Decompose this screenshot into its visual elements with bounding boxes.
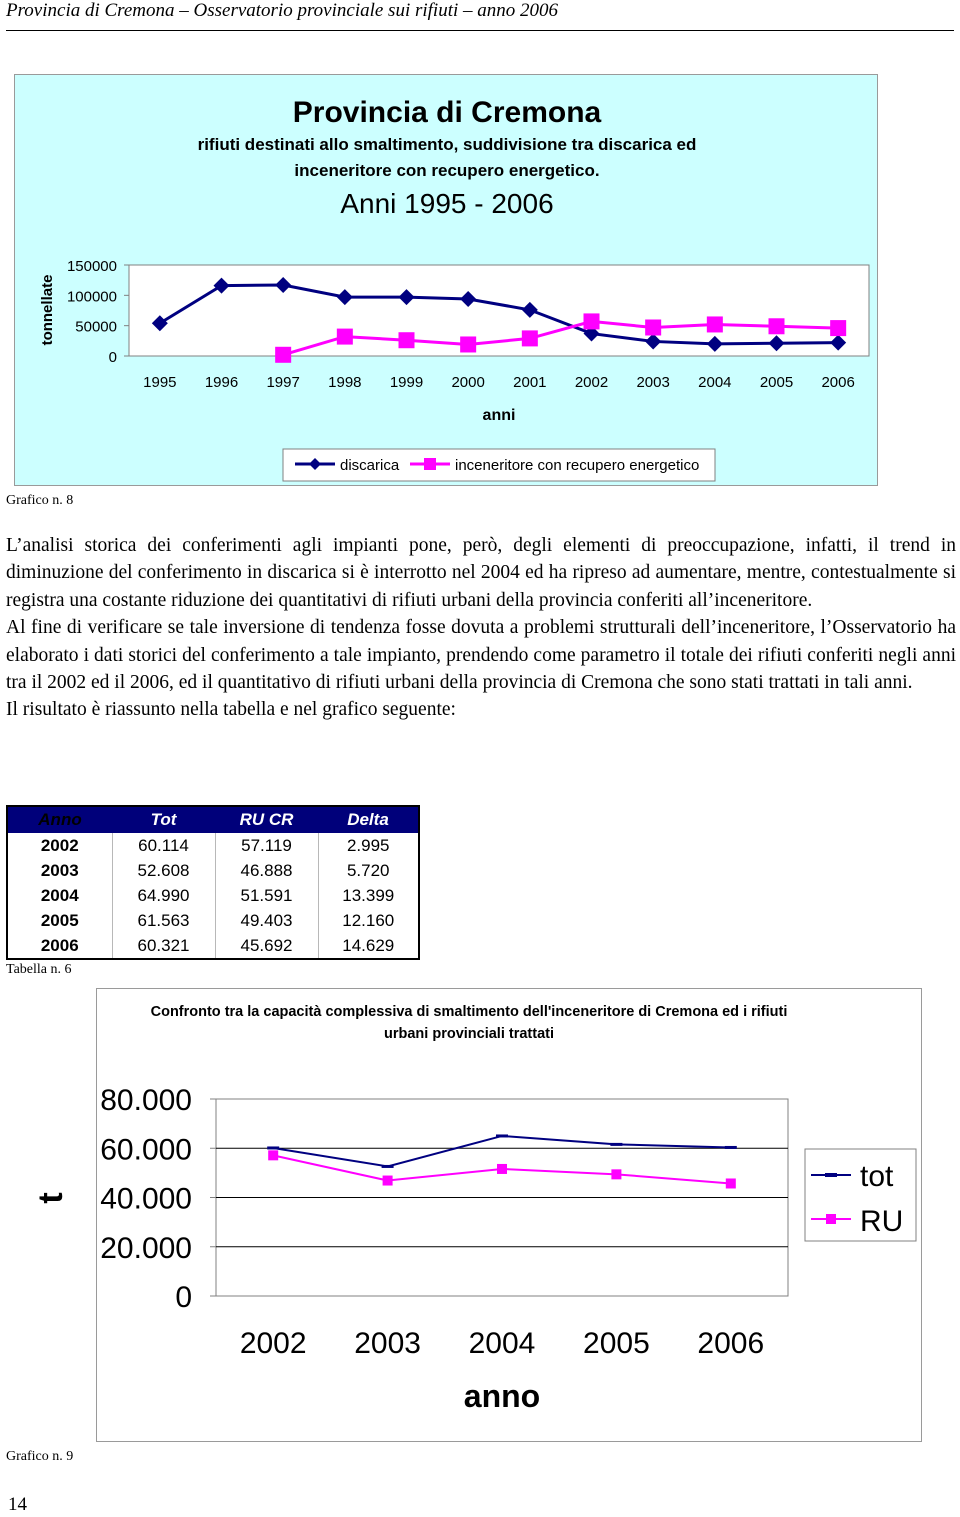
x-tick-label: 1995 — [143, 374, 177, 391]
chart1-subtitle: inceneritore con recupero energetico. — [294, 161, 600, 180]
table-cell: 2006 — [40, 935, 79, 955]
legend-label: discarica — [340, 457, 400, 474]
x-tick-label: 2000 — [451, 374, 485, 391]
legend-marker-RU — [826, 1214, 836, 1224]
column-header: Tot — [112, 806, 215, 833]
table-cell: 12.160 — [318, 908, 419, 933]
data-point — [460, 336, 476, 352]
table-cell: 61.563 — [112, 908, 215, 933]
x-tick-label: 2003 — [354, 1327, 421, 1360]
data-point — [497, 1164, 507, 1174]
x-tick-label: 1999 — [389, 374, 424, 391]
y-tick-label: 0 — [175, 1281, 192, 1314]
table-header-row — [7, 806, 419, 833]
table-cell: 2.995 — [318, 833, 419, 858]
y-tick-label: 50000 — [75, 318, 117, 336]
chart1-subtitle: rifiuti destinati allo smaltimento, suddivisione tra discarica ed — [197, 135, 697, 154]
data-point — [399, 332, 415, 348]
y-tick-label: 0 — [108, 349, 117, 366]
x-tick-label: 1997 — [266, 374, 300, 391]
x-tick-label: 2005 — [759, 374, 794, 391]
table-cell: 2005 — [40, 910, 79, 930]
chart2-svg — [32, 989, 923, 1443]
legend-label: inceneritore con recupero energetico — [455, 457, 700, 474]
x-tick-label: 2004 — [468, 1327, 536, 1360]
chart2-title: Confronto tra la capacità complessiva di smaltimento dell'inceneritore di Cremona ed i rifiuti — [150, 1004, 788, 1020]
x-tick-label: 2001 — [513, 374, 547, 391]
legend-label: RU — [860, 1205, 904, 1238]
table-cell: 2003 — [40, 860, 79, 880]
table-row — [7, 908, 419, 933]
data-point — [645, 319, 661, 335]
x-axis-label: anni — [482, 407, 516, 424]
table-cell: 2002 — [40, 835, 79, 855]
x-tick-label: 2004 — [698, 374, 732, 391]
table-cell: 5.720 — [318, 858, 419, 883]
table-row — [7, 858, 419, 883]
table-cell: 57.119 — [215, 833, 318, 858]
running-header: Provincia di Cremona – Osservatorio provinciale sui rifiuti – anno 2006 — [6, 0, 559, 21]
paragraph: Al fine di verificare se tale inversione di tendenza fosse dovuta a problemi strutturali dell’inceneritore, l’Osservatorio ha elaborato i dati storici del conferimento a tale impianto, prendendo come parametro il totale dei rifiuti conferiti negli anni tra il 2002 ed il 2006, ed il quantitativo di rifiuti urbani della provincia di Cremona che sono stati trattati in tali anni. — [6, 617, 956, 694]
table-cell: 60.321 — [112, 933, 215, 959]
x-tick-label: 2006 — [821, 374, 855, 391]
table-cell: 60.114 — [112, 833, 215, 858]
data-point — [522, 330, 538, 346]
paragraph: L’analisi storica dei conferimenti agli impianti pone, però, degli elementi di preoccupazione, infatti, il trend in diminuzione del conferimento in discarica si è interrotto nel 2004 ed ha ripreso ad aumentare, mentre, contestualmente si registra una costante riduzione dei quantitativi di rifiuti urbani della provincia conferiti all’inceneritore. — [6, 535, 956, 611]
table-row — [7, 833, 419, 858]
x-tick-label: 2006 — [697, 1327, 765, 1360]
y-axis-label: tonnellate — [39, 274, 56, 346]
column-header: Anno — [7, 806, 112, 833]
data-point — [707, 316, 723, 332]
x-tick-label: 2002 — [574, 374, 609, 391]
legend-marker-inceneritore — [424, 458, 436, 470]
chart1-caption: Grafico n. 8 — [6, 493, 74, 508]
x-tick-label: 2003 — [636, 374, 670, 391]
y-axis-label: t — [32, 1192, 70, 1204]
paragraph: Il risultato è riassunto nella tabella e nel grafico seguente: — [6, 699, 456, 721]
y-tick-label: 20.000 — [100, 1231, 192, 1265]
table-cell: 64.990 — [112, 883, 215, 908]
table-cell: 45.692 — [215, 933, 318, 959]
data-point — [275, 347, 291, 363]
y-tick-label: 80.000 — [100, 1084, 192, 1117]
data-point — [611, 1169, 621, 1179]
table-cell: 51.591 — [215, 883, 318, 908]
column-header: Delta — [318, 806, 419, 833]
y-tick-label: 150000 — [66, 258, 117, 275]
x-tick-label: 2005 — [583, 1327, 650, 1360]
y-tick-label: 40.000 — [100, 1182, 192, 1216]
table-cell: 49.403 — [215, 908, 318, 933]
x-tick-label: 2002 — [239, 1327, 307, 1360]
chart2-caption: Grafico n. 9 — [6, 1449, 74, 1464]
body-text — [6, 532, 956, 724]
table-caption: Tabella n. 6 — [6, 962, 72, 977]
data-point — [584, 313, 600, 329]
chart1-title: Provincia di Cremona — [292, 96, 602, 129]
table-cell: 52.608 — [112, 858, 215, 883]
x-tick-label: 1998 — [328, 374, 362, 391]
data-point — [769, 318, 785, 334]
page-number: 14 — [8, 1494, 27, 1515]
y-tick-label: 60.000 — [100, 1133, 192, 1167]
data-table — [6, 805, 420, 960]
x-tick-label: 1996 — [204, 374, 239, 391]
chart1-subtitle: Anni 1995 - 2006 — [340, 188, 554, 219]
chart2-title: urbani provinciali trattati — [384, 1026, 554, 1042]
table-cell: 13.399 — [318, 883, 419, 908]
header-rule — [6, 30, 954, 31]
data-point — [830, 320, 846, 336]
table-cell: 2004 — [40, 885, 79, 905]
chart2-area — [32, 988, 922, 1442]
table-cell: 14.629 — [318, 933, 419, 959]
table-row — [7, 883, 419, 908]
table-row — [7, 933, 419, 959]
data-point — [726, 1178, 736, 1188]
column-header: RU CR — [215, 806, 318, 833]
data-point — [383, 1176, 393, 1186]
y-tick-label: 100000 — [66, 288, 117, 306]
data-point — [268, 1150, 278, 1160]
chart1-area — [14, 74, 878, 486]
x-axis-label: anno — [463, 1378, 541, 1414]
chart1-svg — [15, 75, 879, 487]
data-point — [337, 329, 353, 345]
table-cell: 46.888 — [215, 858, 318, 883]
legend-label: tot — [860, 1160, 894, 1193]
